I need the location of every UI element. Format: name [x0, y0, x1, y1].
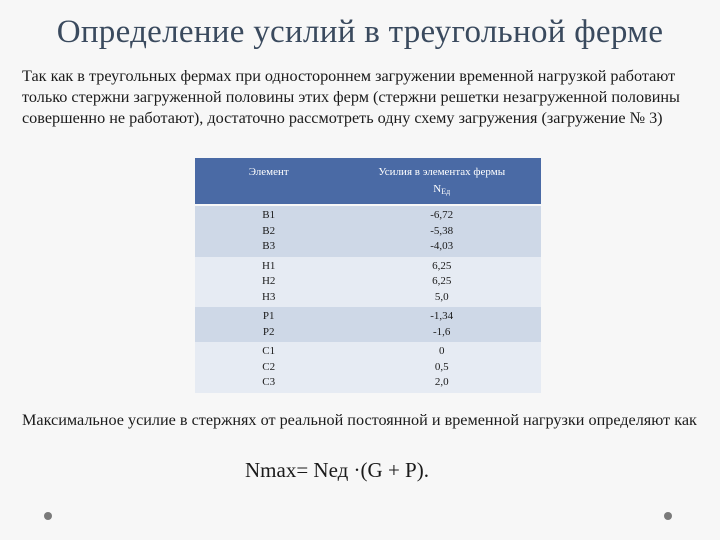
header-forces-symbol: N: [433, 183, 442, 195]
bottom-left-dot: [44, 512, 52, 520]
force-value: -1,6: [433, 325, 451, 338]
element-label: С1: [262, 345, 276, 357]
slide-title: Определение усилий в треугольной ферме: [56, 14, 664, 50]
force-value: 0: [438, 345, 445, 357]
table-row: [195, 206, 541, 257]
force-value: -5,38: [430, 224, 454, 237]
element-label: Н2: [261, 275, 276, 287]
element-label: С3: [262, 376, 276, 388]
element-cell: [195, 257, 342, 308]
force-value: 5,0: [434, 290, 449, 303]
element-cell: [195, 206, 342, 257]
element-cell: [195, 307, 342, 342]
force-value: -1,34: [430, 310, 454, 322]
element-label: В2: [262, 224, 276, 237]
header-forces-label: Усилия в элементах фермы: [378, 166, 506, 178]
force-value: -6,72: [430, 209, 454, 221]
element-label: В1: [262, 209, 276, 221]
force-value: 6,25: [432, 259, 452, 272]
force-value: -4,03: [430, 240, 454, 252]
formula: Nmax= Nед ·(G + P).: [245, 458, 429, 482]
header-forces-subscript: Ед: [441, 187, 451, 196]
element-label: Р1: [262, 310, 275, 322]
table-row: [195, 257, 541, 308]
header-element: Элемент: [195, 158, 342, 204]
intro-paragraph: Так как в треугольных фермах при одностороннем загружении временной нагрузкой работают только стержни загруженной половины этих ферм (стержни решетки незагруженной половины совершенно не работают), достаточно рассмотреть одну схему загружения (загружение № 3): [22, 67, 680, 127]
force-cell: [342, 307, 541, 342]
table-row: [195, 307, 541, 342]
element-label: В3: [262, 240, 276, 252]
forces-table: [195, 158, 541, 393]
force-cell: [342, 206, 541, 257]
force-cell: [342, 257, 541, 308]
force-cell: [342, 342, 541, 393]
element-label: Н3: [261, 290, 276, 303]
element-cell: [195, 342, 342, 393]
table-row: [195, 342, 541, 393]
force-value: 6,25: [432, 275, 452, 287]
force-value: 0,5: [434, 360, 449, 373]
element-label: Р2: [262, 325, 275, 338]
element-label: Н1: [261, 259, 276, 272]
element-label: С2: [262, 360, 276, 373]
bottom-right-dot: [664, 512, 672, 520]
table-header-row: [195, 158, 541, 204]
force-value: 2,0: [434, 376, 449, 388]
conclusion-paragraph: Максимальное усилие в стержнях от реальной постоянной и временной нагрузки определяют как: [22, 411, 697, 429]
header-forces: [342, 158, 541, 204]
table-body: [195, 206, 541, 393]
